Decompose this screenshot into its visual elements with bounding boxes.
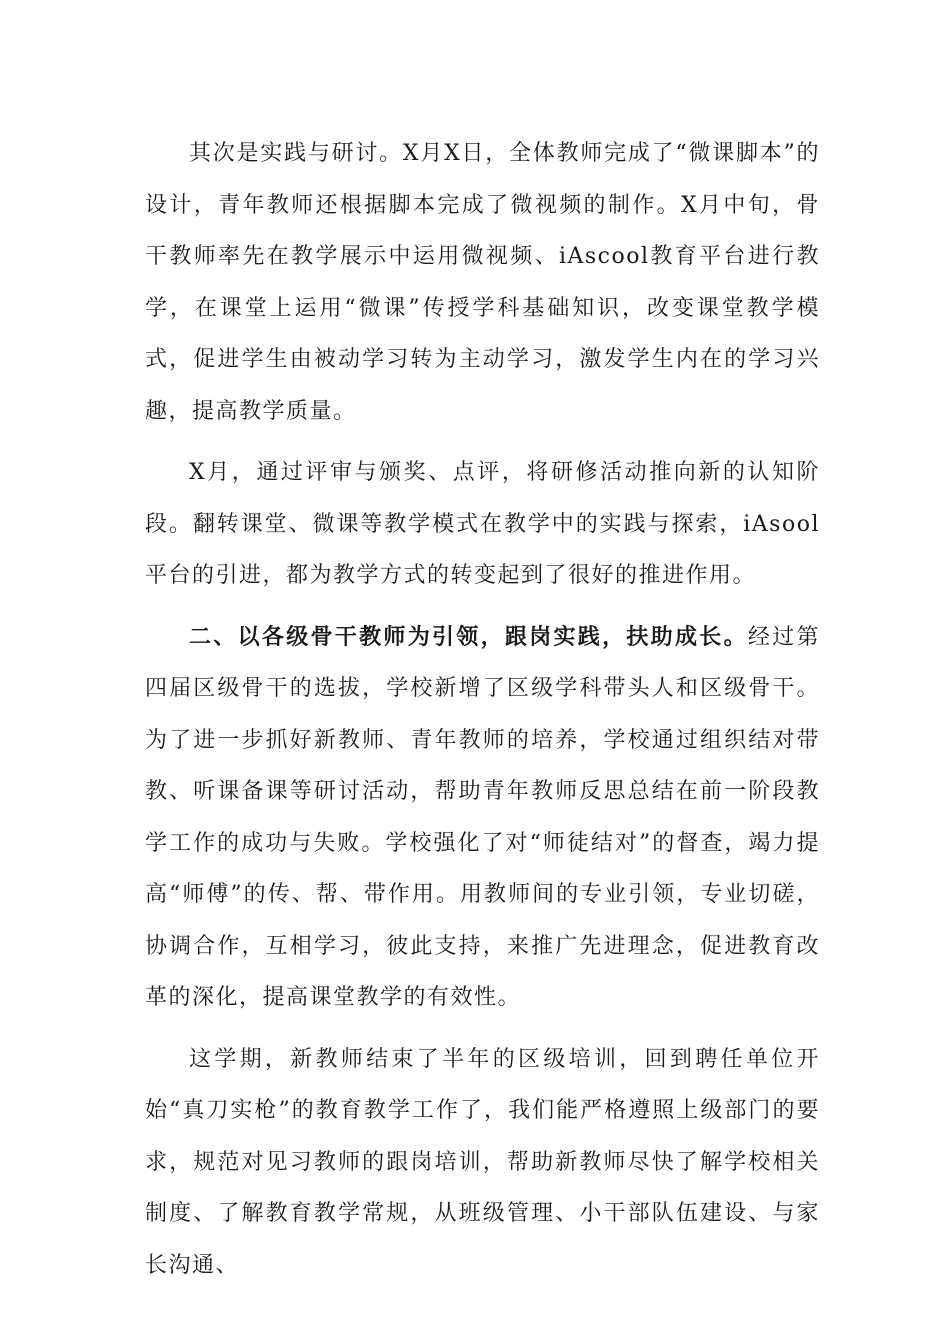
paragraph-practice-and-research: [145, 128, 820, 437]
paragraph-text: 其次是实践与研讨。X月X日，全体教师完成了“微课脚本”的设计，青年教师还根据脚本完成了微视频的制作。X月中旬，骨干教师率先在教学展示中运用微视频、iAscool教育平台进行教学，在课堂上运用“微课”传授学科基础知识，改变课堂教学模式，促进学生由被动学习转为主动学习，激发学生内在的学习兴趣，提高教学质量。: [145, 141, 820, 424]
paragraph-text: 这学期，新教师结束了半年的区级培训，回到聘任单位开始“真刀实枪”的教育教学工作了，我们能严格遵照上级部门的要求，规范对见习教师的跟岗培训，帮助新教师尽快了解学校相关制度、了解教育教学常规，从班级管理、小干部队伍建设、与家长沟通、: [145, 1046, 820, 1278]
paragraph-text: 经过第四届区级骨干的选拔，学校新增了区级学科带头人和区级骨干。为了进一步抓好新教师、青年教师的培养，学校通过组织结对带教、听课备课等研讨活动，帮助青年教师反思总结在前一阶段教学工作的成功与失败。学校强化了对“师徒结对”的督查，竭力提高“师傅”的传、帮、带作用。用教师间的专业引领，专业切磋，协调合作，互相学习，彼此支持，来推广先进理念，促进教育改革的深化，提高课堂教学的有效性。: [145, 624, 820, 1010]
section-heading: 二、以各级骨干教师为引领，跟岗实践，扶助成长。: [189, 623, 748, 650]
paragraph-evaluation: [145, 447, 820, 602]
paragraph-new-teachers: [145, 1034, 820, 1292]
paragraph-backbone-teachers: [145, 612, 820, 1024]
document-body: [145, 128, 820, 1291]
paragraph-text: X月，通过评审与颁奖、点评，将研修活动推向新的认知阶段。翻转课堂、微课等教学模式在教学中的实践与探索，iAsool平台的引进，都为教学方式的转变起到了很好的推进作用。: [145, 460, 820, 588]
